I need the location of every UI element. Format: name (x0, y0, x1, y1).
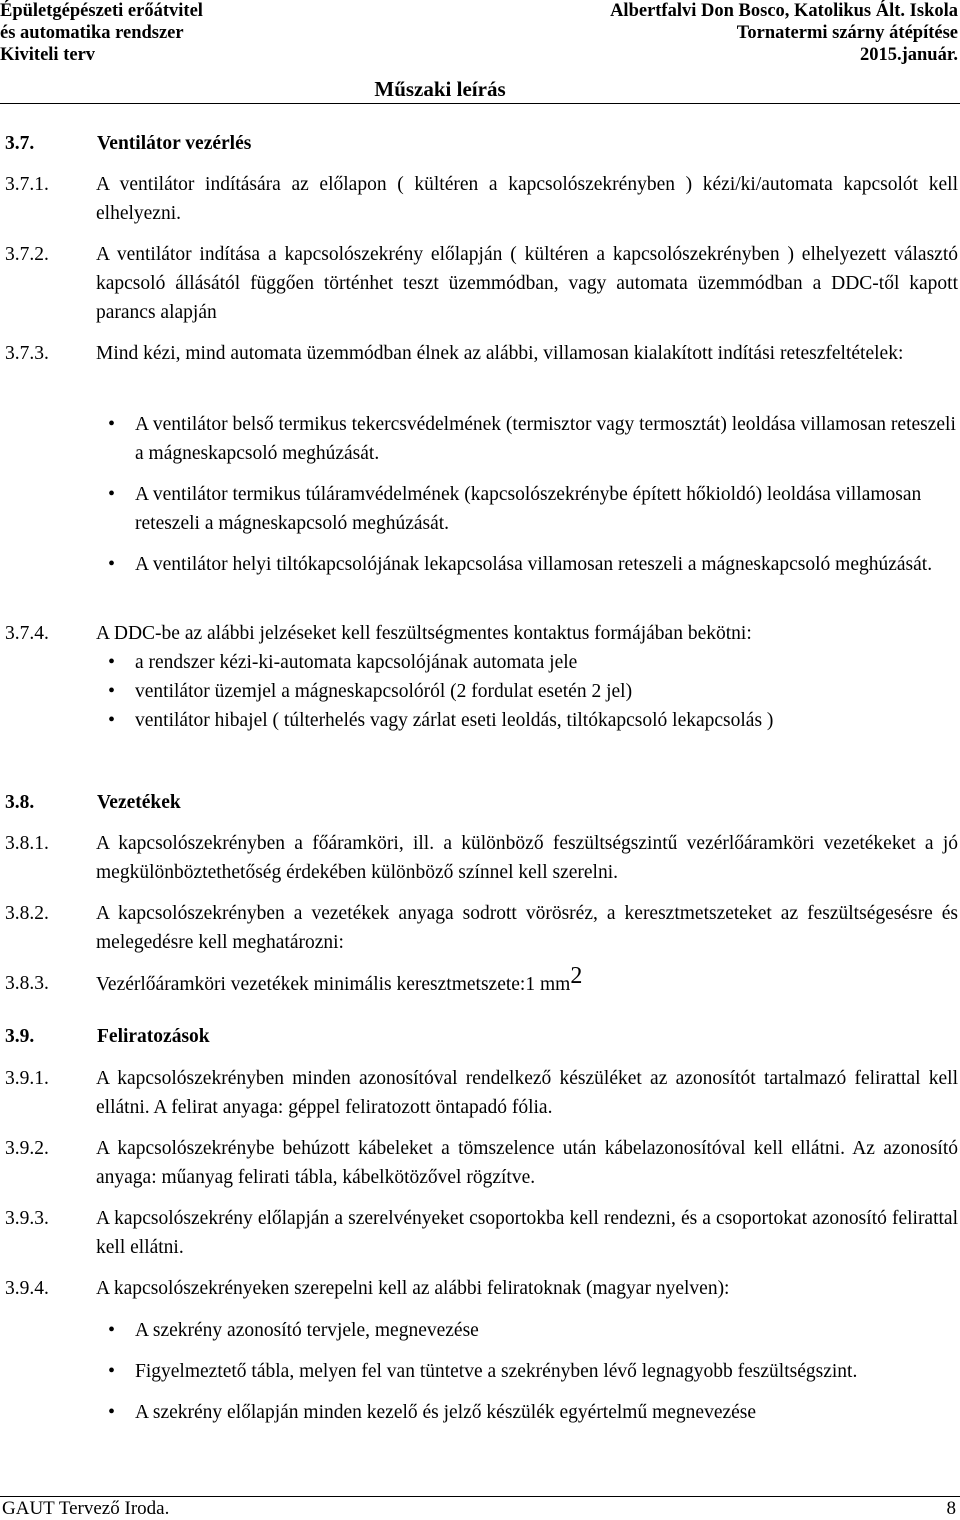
item-3-9-2 (5, 1134, 958, 1192)
header-left-line-3: Kiviteli terv (0, 45, 96, 65)
list-item (108, 1316, 958, 1345)
item-number: 3.7.2. (5, 244, 49, 265)
footer-divider (0, 1496, 960, 1497)
item-number: 3.9.1. (5, 1068, 49, 1089)
item-number: 3.8.2. (5, 903, 49, 924)
item-number: 3.8.3. (5, 973, 49, 994)
bullet-icon: • (108, 413, 116, 435)
list-item-text: A ventilátor termikus túláramvédelmének (kapcsolószekrénybe épített hőkioldó) leoldása villamosan reteszeli a mágneskapcsoló meghúzását. (135, 484, 922, 534)
item-3-7-4 (5, 619, 958, 648)
list-item (108, 1357, 958, 1386)
page-footer (0, 1496, 960, 1520)
section-number: 3.7. (5, 133, 35, 154)
item-3-8-1 (5, 829, 958, 887)
item-number: 3.9.3. (5, 1208, 49, 1229)
document-title: Műszaki leírás (374, 77, 506, 101)
section-title: Vezetékek (97, 792, 181, 813)
item-text-main: Vezérlőáramköri vezetékek minimális keresztmetszete:1 mm (96, 974, 571, 995)
page-number: 8 (946, 1498, 956, 1519)
header-left (0, 0, 203, 66)
bullet-icon: • (108, 1360, 116, 1382)
footer-company: GAUT Tervező Iroda. (2, 1498, 170, 1519)
section-number: 3.8. (5, 792, 35, 813)
item-text: A kapcsolószekrényeken szerepelni kell az alábbi feliratoknak (magyar nyelven): (96, 1278, 730, 1299)
item-3-9-1 (5, 1064, 958, 1122)
bullet-list-3-7-3 (108, 410, 958, 579)
header-right-line-1: Albertfalvi Don Bosco, Katolikus Ált. Iskola (610, 1, 958, 21)
item-text: A kapcsolószekrénybe behúzott kábeleket a tömszelence után kábelazonosítóval kell ellátni. Az azonosító anyaga: műanyag felirati tábla, kábelkötözővel rögzítve. (96, 1138, 958, 1188)
bullet-icon: • (108, 680, 116, 702)
item-3-9-4 (5, 1274, 958, 1303)
item-number: 3.7.1. (5, 174, 49, 195)
list-item-text: ventilátor hibajel ( túlterhelés vagy zárlat eseti leoldás, tiltókapcsoló lekapcsolás ) (135, 710, 774, 731)
header-left-line-2: és automatika rendszer (0, 23, 184, 43)
superscript: 2 (570, 963, 583, 989)
bullet-list-3-9-4 (108, 1316, 958, 1427)
bullet-icon: • (108, 483, 116, 505)
list-item (108, 677, 958, 706)
item-number: 3.8.1. (5, 833, 49, 854)
item-3-7-1 (5, 170, 958, 228)
item-text: A kapcsolószekrényben minden azonosítóval rendelkező készüléket az azonosítót tartalmazó felirattal kell ellátni. A felirat anyaga: géppel feliratozott öntapadó fólia. (96, 1068, 958, 1118)
item-text: A ventilátor indítására az előlapon ( kültéren a kapcsolószekrényben ) kézi/ki/automata kapcsolót kell elhelyezni. (96, 174, 958, 224)
item-text: A ventilátor indítása a kapcsolószekrény előlapján ( kültéren a kapcsolószekrényben ) elhelyezett választó kapcsoló állásától függően történhet teszt üzemmódban, vagy automata üzemmódban a DDC-től kapott parancs alapján (96, 244, 958, 323)
item-text: Mind kézi, mind automata üzemmódban élnek az alábbi, villamosan kialakított indítási reteszfeltételek: (96, 343, 904, 364)
list-item (108, 648, 958, 677)
header-right-line-2: Tornatermi szárny átépítése (736, 23, 958, 43)
item-3-8-3 (5, 963, 958, 999)
item-number: 3.7.3. (5, 343, 49, 364)
bullet-icon: • (108, 1401, 116, 1423)
section-title: Ventilátor vezérlés (97, 133, 252, 154)
item-3-8-2 (5, 899, 958, 957)
list-item-text: Figyelmeztető tábla, melyen fel van tüntetve a szekrényben lévő legnagyobb feszültségszint. (135, 1361, 858, 1382)
list-item-text: A szekrény előlapján minden kezelő és jelző készülék egyértelmű megnevezése (135, 1402, 757, 1423)
bullet-icon: • (108, 651, 116, 673)
list-item (108, 410, 958, 468)
header-divider (0, 103, 960, 104)
bullet-list-3-7-4 (108, 648, 958, 735)
list-item-text: A ventilátor belső termikus tekercsvédelmének (termisztor vagy termosztát) leoldása villamosan reteszeli a mágneskapcsoló meghúzását. (135, 414, 956, 464)
list-item-text: A ventilátor helyi tiltókapcsolójának lekapcsolása villamosan reteszeli a mágneskapcsoló meghúzását. (135, 554, 933, 575)
list-item (108, 1398, 958, 1427)
bullet-icon: • (108, 709, 116, 731)
item-text: A kapcsolószekrényben a főáramköri, ill. a különböző feszültségszintű vezérlőáramköri vezetékeket a jó megkülönböztethetőség érdekében különböző színnel kell szerelni. (96, 833, 958, 883)
item-3-7-2 (5, 240, 958, 327)
item-number: 3.9.4. (5, 1278, 49, 1299)
item-text: A DDC-be az alábbi jelzéseket kell feszültségmentes kontaktus formájában bekötni: (96, 623, 752, 644)
page-header (0, 0, 960, 104)
list-item (108, 706, 958, 735)
item-text (96, 963, 958, 999)
header-left-line-1: Épületgépészeti erőátvitel (0, 1, 203, 21)
item-3-9-3 (5, 1204, 958, 1262)
section-number: 3.9. (5, 1026, 35, 1047)
bullet-icon: • (108, 553, 116, 575)
list-item (108, 480, 958, 538)
header-right-line-3: 2015.január. (859, 45, 958, 65)
item-text: A kapcsolószekrény előlapján a szerelvényeket csoportokba kell rendezni, és a csoportokat azonosító felirattal kell ellátni. (96, 1208, 958, 1258)
item-3-7-3 (5, 339, 958, 368)
list-item-text: ventilátor üzemjel a mágneskapcsolóról (2 fordulat esetén 2 jel) (135, 681, 633, 702)
section-title: Feliratozások (97, 1026, 210, 1047)
item-number: 3.9.2. (5, 1138, 49, 1159)
header-right (610, 0, 958, 66)
item-number: 3.7.4. (5, 623, 49, 644)
list-item-text: A szekrény azonosító tervjele, megnevezése (135, 1320, 479, 1341)
list-item-text: a rendszer kézi-ki-automata kapcsolójának automata jele (135, 652, 578, 673)
bullet-icon: • (108, 1319, 116, 1341)
list-item (108, 550, 958, 579)
item-text: A kapcsolószekrényben a vezetékek anyaga sodrott vörösréz, a keresztmetszeteket az feszültségesésre és melegedésre kell meghatározni: (96, 903, 958, 953)
